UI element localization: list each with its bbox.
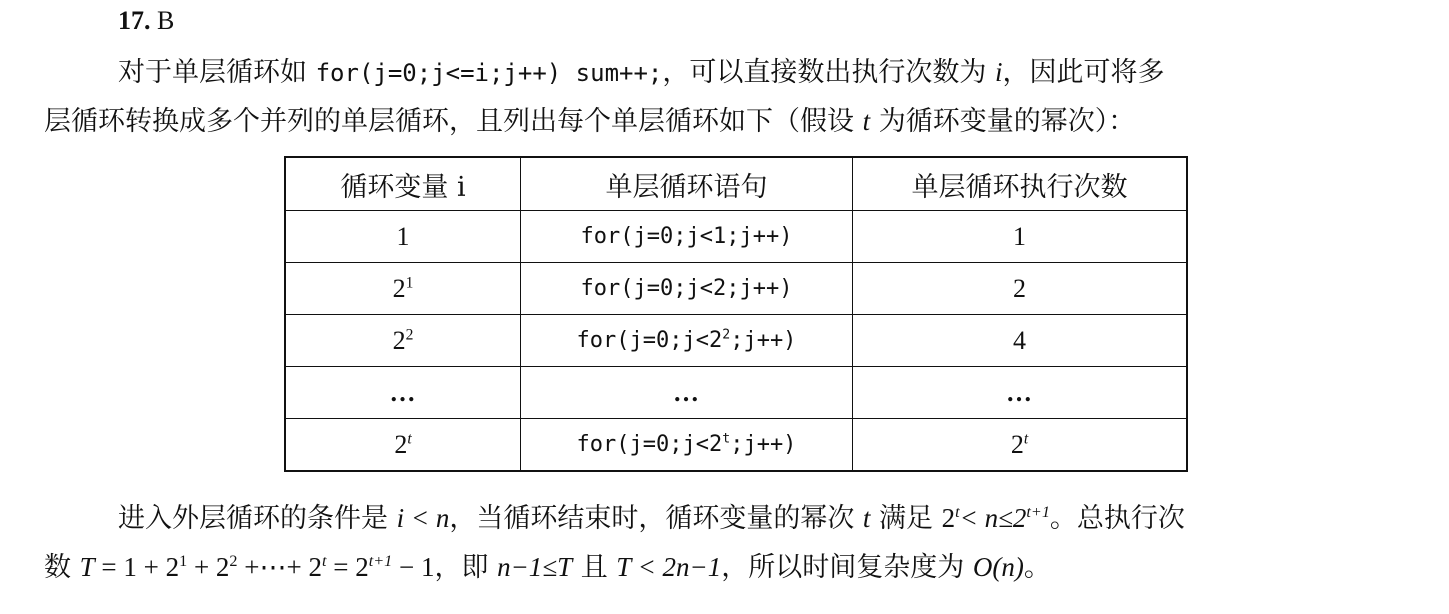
table-row (285, 315, 1187, 367)
question-heading (118, 6, 174, 36)
math-exponent: t+1 (368, 552, 393, 570)
math-exponent: t (955, 503, 960, 521)
math-expression: T < 2n−1 (616, 552, 722, 582)
conclusion-line-2 (44, 550, 1051, 585)
cell-execution-count (853, 419, 1188, 472)
cell-value: 2 (392, 325, 406, 355)
cell-loop-statement (521, 367, 853, 419)
intro-line-1 (118, 55, 1164, 90)
column-header: 循环变量 i (285, 157, 521, 211)
math-var: t (862, 503, 871, 533)
cell-value: 2 (392, 273, 406, 303)
math-expression (80, 552, 435, 582)
cell-exponent: 2 (405, 325, 414, 343)
question-number: 17. (118, 6, 151, 35)
code-part: ;j++) (726, 276, 793, 301)
math-part: + 2 (187, 552, 230, 582)
inline-code: for(j=0;j<=i;j++) sum++; (315, 59, 663, 87)
conclusion-text: 数 (44, 552, 80, 583)
loop-table (284, 156, 1188, 472)
cell-exponent: 1 (405, 273, 414, 291)
conclusion-text: ，所以时间复杂度为 (721, 552, 973, 583)
table-row (285, 367, 1187, 419)
math-var: t (862, 106, 871, 136)
table-row (285, 263, 1187, 315)
intro-text: 层循环转换成多个并列的单层循环，且列出每个单层循环如下（假设 (44, 106, 863, 137)
code-part: ;j++) (726, 224, 793, 249)
cell-value: 1 (396, 221, 410, 251)
cell-value: … (1006, 377, 1033, 407)
math-expression (942, 503, 1050, 533)
code-part: for(j=0;j<2 (576, 328, 723, 353)
cell-loop-variable (285, 263, 521, 315)
conclusion-text: 。 (1023, 552, 1051, 583)
column-header: 单层循环语句 (521, 157, 853, 211)
code-exponent: 2 (722, 327, 731, 343)
conclusion-line-1 (118, 501, 1185, 536)
math-part: 2 (941, 503, 956, 533)
cell-loop-statement (521, 419, 853, 472)
cell-execution-count (853, 315, 1188, 367)
conclusion-text: 且 (572, 552, 617, 583)
math-part: = 2 (326, 552, 369, 582)
cell-value: 2 (1010, 429, 1024, 459)
conclusion-text: ，即 (434, 552, 498, 583)
intro-text: 对于单层循环如 (118, 57, 316, 88)
math-var: T (79, 552, 95, 582)
cell-loop-variable (285, 315, 521, 367)
cell-value: 4 (1013, 325, 1026, 355)
table-row (285, 211, 1187, 263)
cell-execution-count (853, 367, 1188, 419)
code-exponent: t (722, 431, 731, 447)
intro-text: 为循环变量的幂次）： (870, 106, 1136, 137)
math-exponent: 1 (179, 552, 188, 570)
math-exponent: 2 (229, 552, 238, 570)
math-expression: i < n (396, 503, 450, 533)
math-part: +⋯+ 2 (237, 552, 322, 582)
conclusion-text: 。总执行次 (1049, 503, 1185, 534)
code-part: … (673, 377, 700, 407)
code-part: ;j++) (730, 432, 797, 457)
cell-exponent: t (407, 429, 412, 447)
table-header-row (285, 157, 1187, 211)
code-part: for(j=0;j<2 (580, 276, 727, 301)
math-var: i (994, 57, 1003, 87)
math-part: − 1 (392, 552, 435, 582)
math-part: = 1 + 2 (94, 552, 180, 582)
column-header: 单层循环执行次数 (853, 157, 1188, 211)
cell-value: … (389, 377, 417, 407)
cell-value: 2 (394, 429, 408, 459)
intro-text: ，可以直接数出执行次数为 (662, 57, 995, 88)
code-part: ;j++) (730, 328, 797, 353)
cell-loop-variable (285, 419, 521, 472)
big-o-expression: O(n) (972, 552, 1024, 582)
cell-loop-variable (285, 211, 521, 263)
math-expression: n−1≤T (497, 552, 573, 582)
math-exponent: t (321, 552, 327, 570)
math-part: < n≤2 (959, 503, 1027, 533)
cell-value: 2 (1013, 273, 1026, 303)
conclusion-text: ，当循环结束时，循环变量的幂次 (449, 503, 863, 534)
code-part: for(j=0;j<1 (580, 224, 727, 249)
conclusion-text: 满足 (870, 503, 942, 534)
intro-text: ，因此可将多 (1002, 57, 1165, 88)
intro-line-2 (44, 104, 1135, 139)
cell-loop-statement (521, 211, 853, 263)
cell-execution-count (853, 211, 1188, 263)
cell-loop-statement (521, 315, 853, 367)
cell-value: 1 (1013, 221, 1026, 251)
table-row (285, 419, 1187, 472)
conclusion-text: 进入外层循环的条件是 (118, 503, 397, 534)
cell-loop-statement (521, 263, 853, 315)
cell-loop-variable (285, 367, 521, 419)
code-part: for(j=0;j<2 (576, 432, 723, 457)
answer-letter: B (157, 6, 175, 35)
math-exponent: t+1 (1026, 503, 1050, 521)
cell-execution-count (853, 263, 1188, 315)
cell-exponent: t (1023, 429, 1029, 447)
